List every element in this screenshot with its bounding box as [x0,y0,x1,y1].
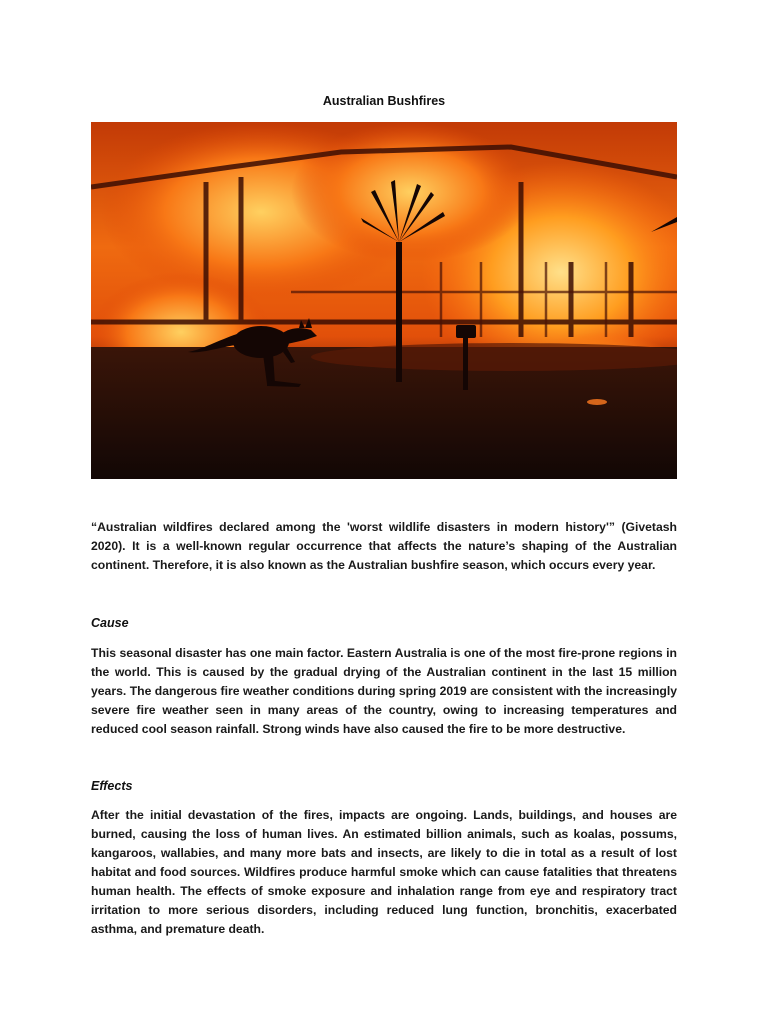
section-body-effects: After the initial devastation of the fires, impacts are ongoing. Lands, buildings, and houses are burned, causing the loss of human lives. An estimated billion animals, such as koalas, possums, kangaroos, wallabies, and many more bats and insects, are likely to die in total as a result of lost habitat and food sources. Wildfires produce harmful smoke which can cause fatalities that threatens human health. The effects of smoke exposure and inhalation range from eye and respiratory tract irritation to more serious disorders, including reduced lung function, bronchitis, exacerbated asthma, and premature death. [91,808,677,936]
bushfire-kangaroo-photo [91,122,677,479]
intro-paragraph: “Australian wildfires declared among the 'worst wildlife disasters in modern history'” (Givetash 2020). It is a well-known regular occurrence that affects the nature’s shaping of the Australian continent. Therefore, it is also known as the Australian bushfire season, which occurs every year. [91,520,677,572]
document-title: Australian Bushfires [322,94,446,108]
section-body-cause: This seasonal disaster has one main factor. Eastern Australia is one of the most fire-prone regions in the world. This is caused by the gradual drying of the Australian continent in the last 15 million years. The dangerous fire weather conditions during spring 2019 are consistent with the increasingly severe fire weather seen in many areas of the country, owing to increasing temperatures and reduced cool season rainfall. Strong winds have also caused the fire to be more destructive. [91,646,677,736]
section-heading-effects: Effects [91,779,133,793]
bushfire-photo [91,122,677,479]
section-heading-cause: Cause [91,616,129,630]
